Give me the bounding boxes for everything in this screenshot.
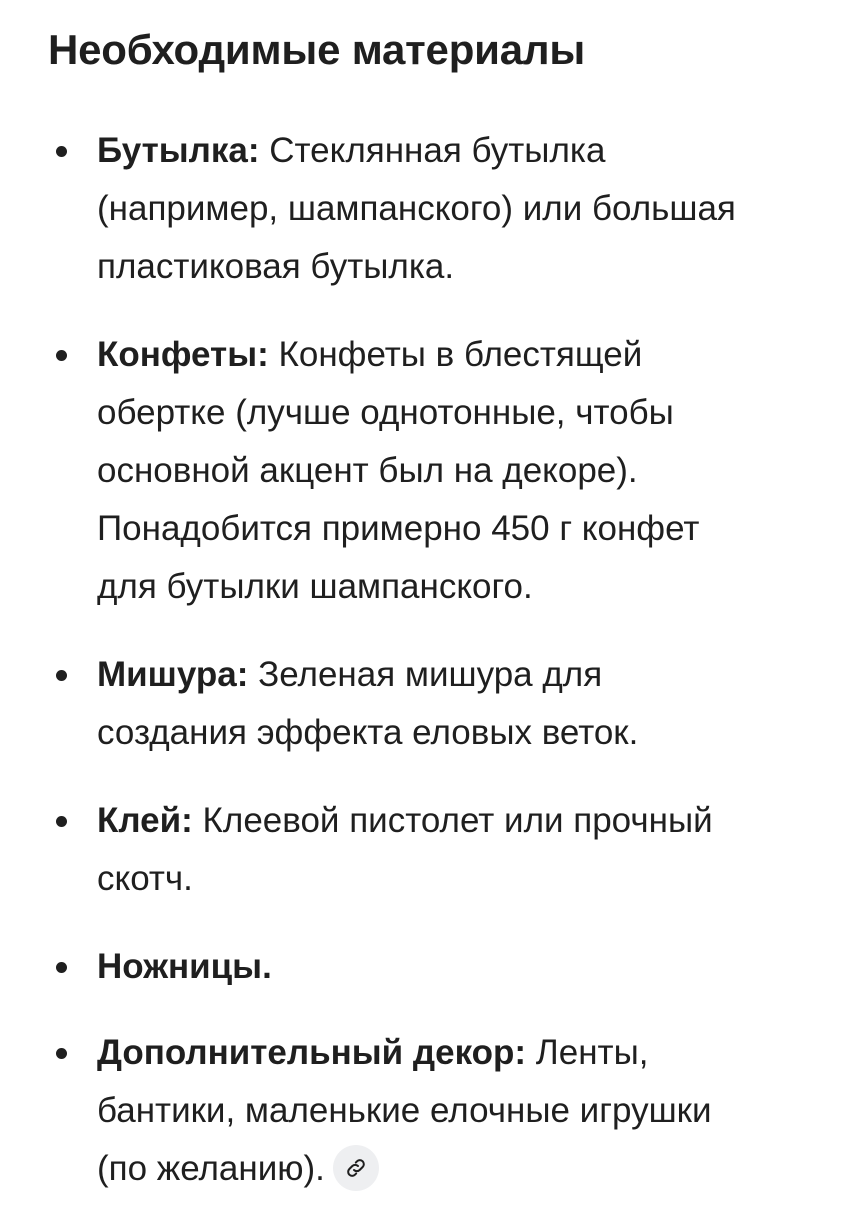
bullet [56,962,67,973]
item-description: Зеленая мишура для [258,655,603,694]
list-item-tinsel [0,646,866,762]
list-item-extra-decor [0,1024,866,1198]
link-icon [344,1156,368,1180]
item-description: пластиковая бутылка. [97,247,455,286]
section-heading: Необходимые материалы [48,26,586,73]
bullet [56,350,67,361]
item-term: Мишура: [97,655,249,694]
list-item-bottle [0,122,866,296]
item-description: Понадобится примерно 450 г конфет [97,509,700,548]
item-description: (например, шампанского) или большая [97,189,736,228]
item-description: создания эффекта еловых веток. [97,713,639,752]
item-term: Дополнительный декор: [97,1033,527,1072]
item-term: Ножницы. [97,947,272,986]
item-description: обертке (лучше однотонные, чтобы [97,393,674,432]
bullet [56,146,67,157]
item-term: Конфеты: [97,335,269,374]
item-description: Стеклянная бутылка [269,131,606,170]
item-description: скотч. [97,859,193,898]
item-description: бантики, маленькие елочные игрушки [97,1091,712,1130]
list-item-glue [0,792,866,908]
bullet [56,816,67,827]
item-description: Ленты, [535,1033,649,1072]
bullet [56,1048,67,1059]
source-link-button[interactable] [333,1145,379,1191]
list-item-scissors [0,938,866,996]
item-term: Клей: [97,801,193,840]
item-term: Бутылка: [97,131,260,170]
item-description: Конфеты в блестящей [278,335,643,374]
item-description: основной акцент был на декоре). [97,451,638,490]
item-description: для бутылки шампанского. [97,567,533,606]
materials-list [0,122,866,1228]
item-description: (по желанию). [97,1149,325,1188]
bullet [56,670,67,681]
item-description: Клеевой пистолет или прочный [202,801,713,840]
list-item-candies [0,326,866,616]
